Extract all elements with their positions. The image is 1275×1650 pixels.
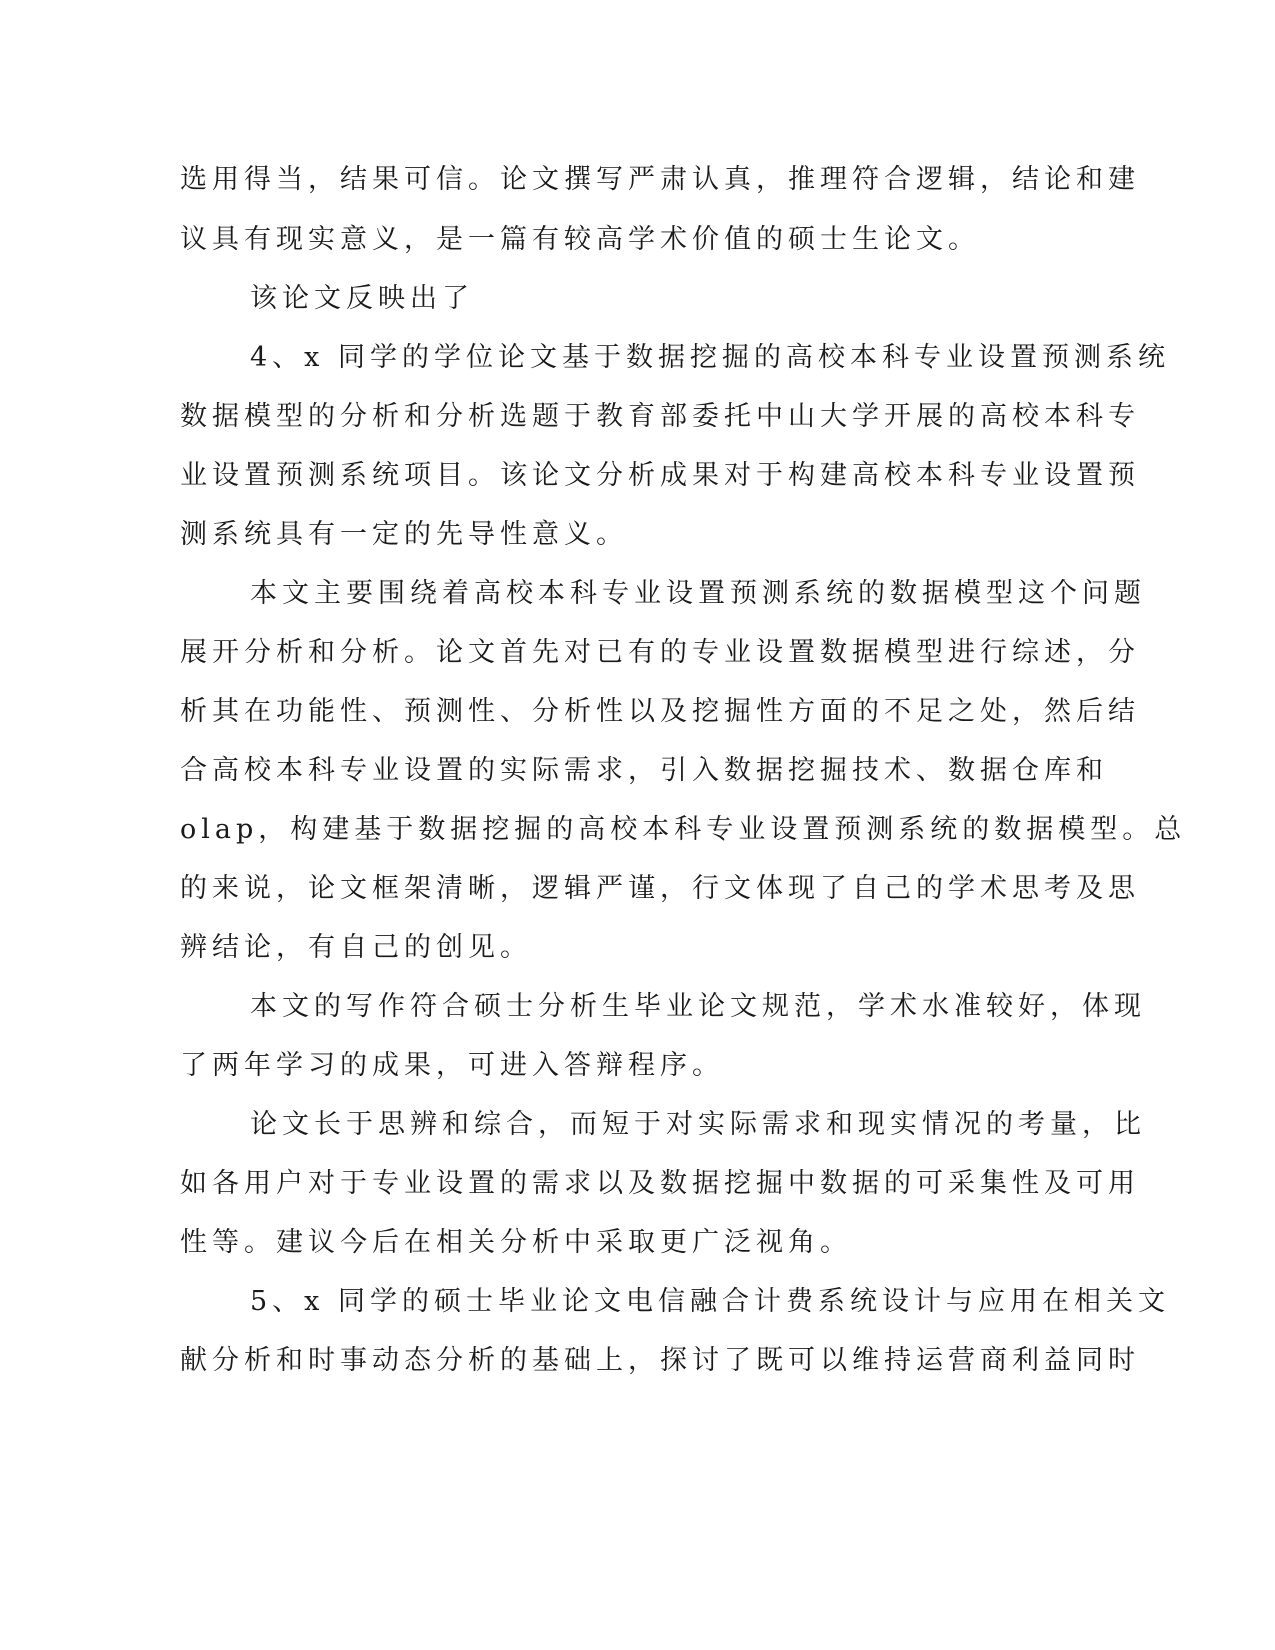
paragraph-start: 本文主要围绕着高校本科专业设置预测系统的数据模型这个问题 xyxy=(250,578,1146,609)
text-line: 展开分析和分析。论文首先对已有的专业设置数据模型进行综述，分 xyxy=(180,637,1140,668)
text-line-1: 选用得当，结果可信。论文撰写严肃认真，推理符合逻辑，结论和建 xyxy=(180,164,1140,195)
text-line: 献分析和时事动态分析的基础上，探讨了既可以维持运营商利益同时 xyxy=(180,1345,1140,1376)
paragraph-start: 5、x 同学的硕士毕业论文电信融合计费系统设计与应用在相关文 xyxy=(250,1286,1170,1317)
paragraph-start: 该论文反映出了 xyxy=(250,283,474,314)
text-line: 业设置预测系统项目。该论文分析成果对于构建高校本科专业设置预 xyxy=(180,460,1140,491)
text-line: 如各用户对于专业设置的需求以及数据挖掘中数据的可采集性及可用 xyxy=(180,1168,1140,1199)
text-line-2: 议具有现实意义，是一篇有较高学术价值的硕士生论文。 xyxy=(180,224,980,255)
text-line: 了两年学习的成果，可进入答辩程序。 xyxy=(180,1050,724,1081)
paragraph-start: 4、x 同学的学位论文基于数据挖掘的高校本科专业设置预测系统 xyxy=(250,342,1170,373)
text-line: 测系统具有一定的先导性意义。 xyxy=(180,519,628,550)
text-line: 数据模型的分析和分析选题于教育部委托中山大学开展的高校本科专 xyxy=(180,401,1140,432)
text-line: 的来说，论文框架清晰，逻辑严谨，行文体现了自己的学术思考及思 xyxy=(180,873,1140,904)
text-line: 性等。建议今后在相关分析中采取更广泛视角。 xyxy=(180,1227,852,1258)
paragraph-start: 本文的写作符合硕士分析生毕业论文规范，学术水准较好，体现 xyxy=(250,991,1146,1022)
text-line: 合高校本科专业设置的实际需求，引入数据挖掘技术、数据仓库和 xyxy=(180,755,1108,786)
paragraph-start: 论文长于思辨和综合，而短于对实际需求和现实情况的考量，比 xyxy=(250,1109,1146,1140)
text-line: olap，构建基于数据挖掘的高校本科专业设置预测系统的数据模型。总 xyxy=(180,814,1187,845)
text-line: 析其在功能性、预测性、分析性以及挖掘性方面的不足之处，然后结 xyxy=(180,696,1140,727)
text-line: 辨结论，有自己的创见。 xyxy=(180,932,532,963)
